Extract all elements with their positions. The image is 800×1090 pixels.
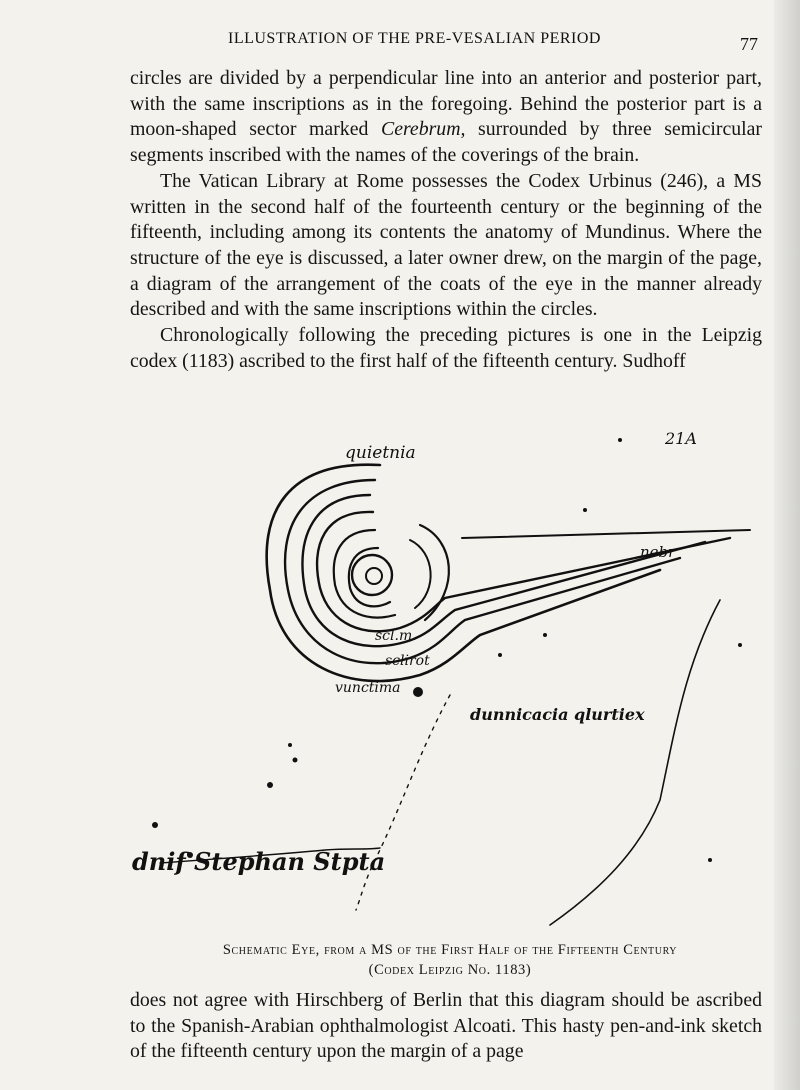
handwritten-label-sclirot2: sclirot <box>385 653 430 669</box>
paragraph-1 <box>130 66 762 169</box>
paragraph-1-text: circles are divided by a perpendicular line into an anterior and posterior part, with the same inscriptions as in the foregoing. Behind the posterior part is a moon-shaped sector marked <box>130 67 762 141</box>
handwritten-label-annular: dunnicacia qlurtiex <box>470 705 645 724</box>
schematic-eye-figure <box>120 430 760 935</box>
handwritten-label-vuncima: vunctima <box>335 680 401 696</box>
handwritten-label-right: nebr <box>640 543 676 561</box>
page-gutter-shadow <box>774 0 800 1090</box>
figure-caption-line-1: Schematic Eye, from a MS of the First Half of the Fifteenth Century <box>222 942 678 958</box>
figure-caption <box>120 940 780 980</box>
handwritten-top-label: quietnia <box>345 443 416 463</box>
handwritten-folio: 21A <box>665 430 697 448</box>
paragraph-1-italic: Cerebrum, <box>381 118 466 141</box>
page-number: 77 <box>740 34 758 54</box>
schematic-eye-drawing <box>120 430 760 935</box>
paragraph-1-end: surrounded by three semicircular segments inscribed with the names of the coverings of the brain. <box>130 118 762 167</box>
text-block-top <box>130 66 762 374</box>
paragraph-3: Chronologically following the preceding pictures is one in the Leipzig codex (1183) ascribed to the first half of the fifteenth century. Sudhoff <box>130 324 762 372</box>
running-head: ILLUSTRATION OF THE PRE-VESALIAN PERIOD <box>228 30 601 47</box>
handwritten-signature: dnif Stephan Stpta <box>132 847 386 876</box>
paragraph-4: does not agree with Hirschberg of Berlin that this diagram should be ascribed to the Spanish-Arabian ophthalmologist Alcoati. This hasty pen-and-ink sketch of the fifteenth century upon the margin of a page <box>130 989 762 1063</box>
handwritten-label-sclirot: scl.m. <box>375 628 417 644</box>
paragraph-2: The Vatican Library at Rome possesses the Codex Urbinus (246), a MS written in the second half of the fourteenth century or the beginning of the fifteenth, including among its contents the anatomy of Mundinus. Where the structure of the eye is discussed, a later owner drew, on the margin of the page, a diagram of the arrangement of the coats of the eye in the manner already described and with the same inscriptions within the circles. <box>130 169 762 321</box>
figure-caption-line-2: (Codex Leipzig No. 1183) <box>368 962 532 978</box>
text-block-bottom <box>130 988 762 1065</box>
